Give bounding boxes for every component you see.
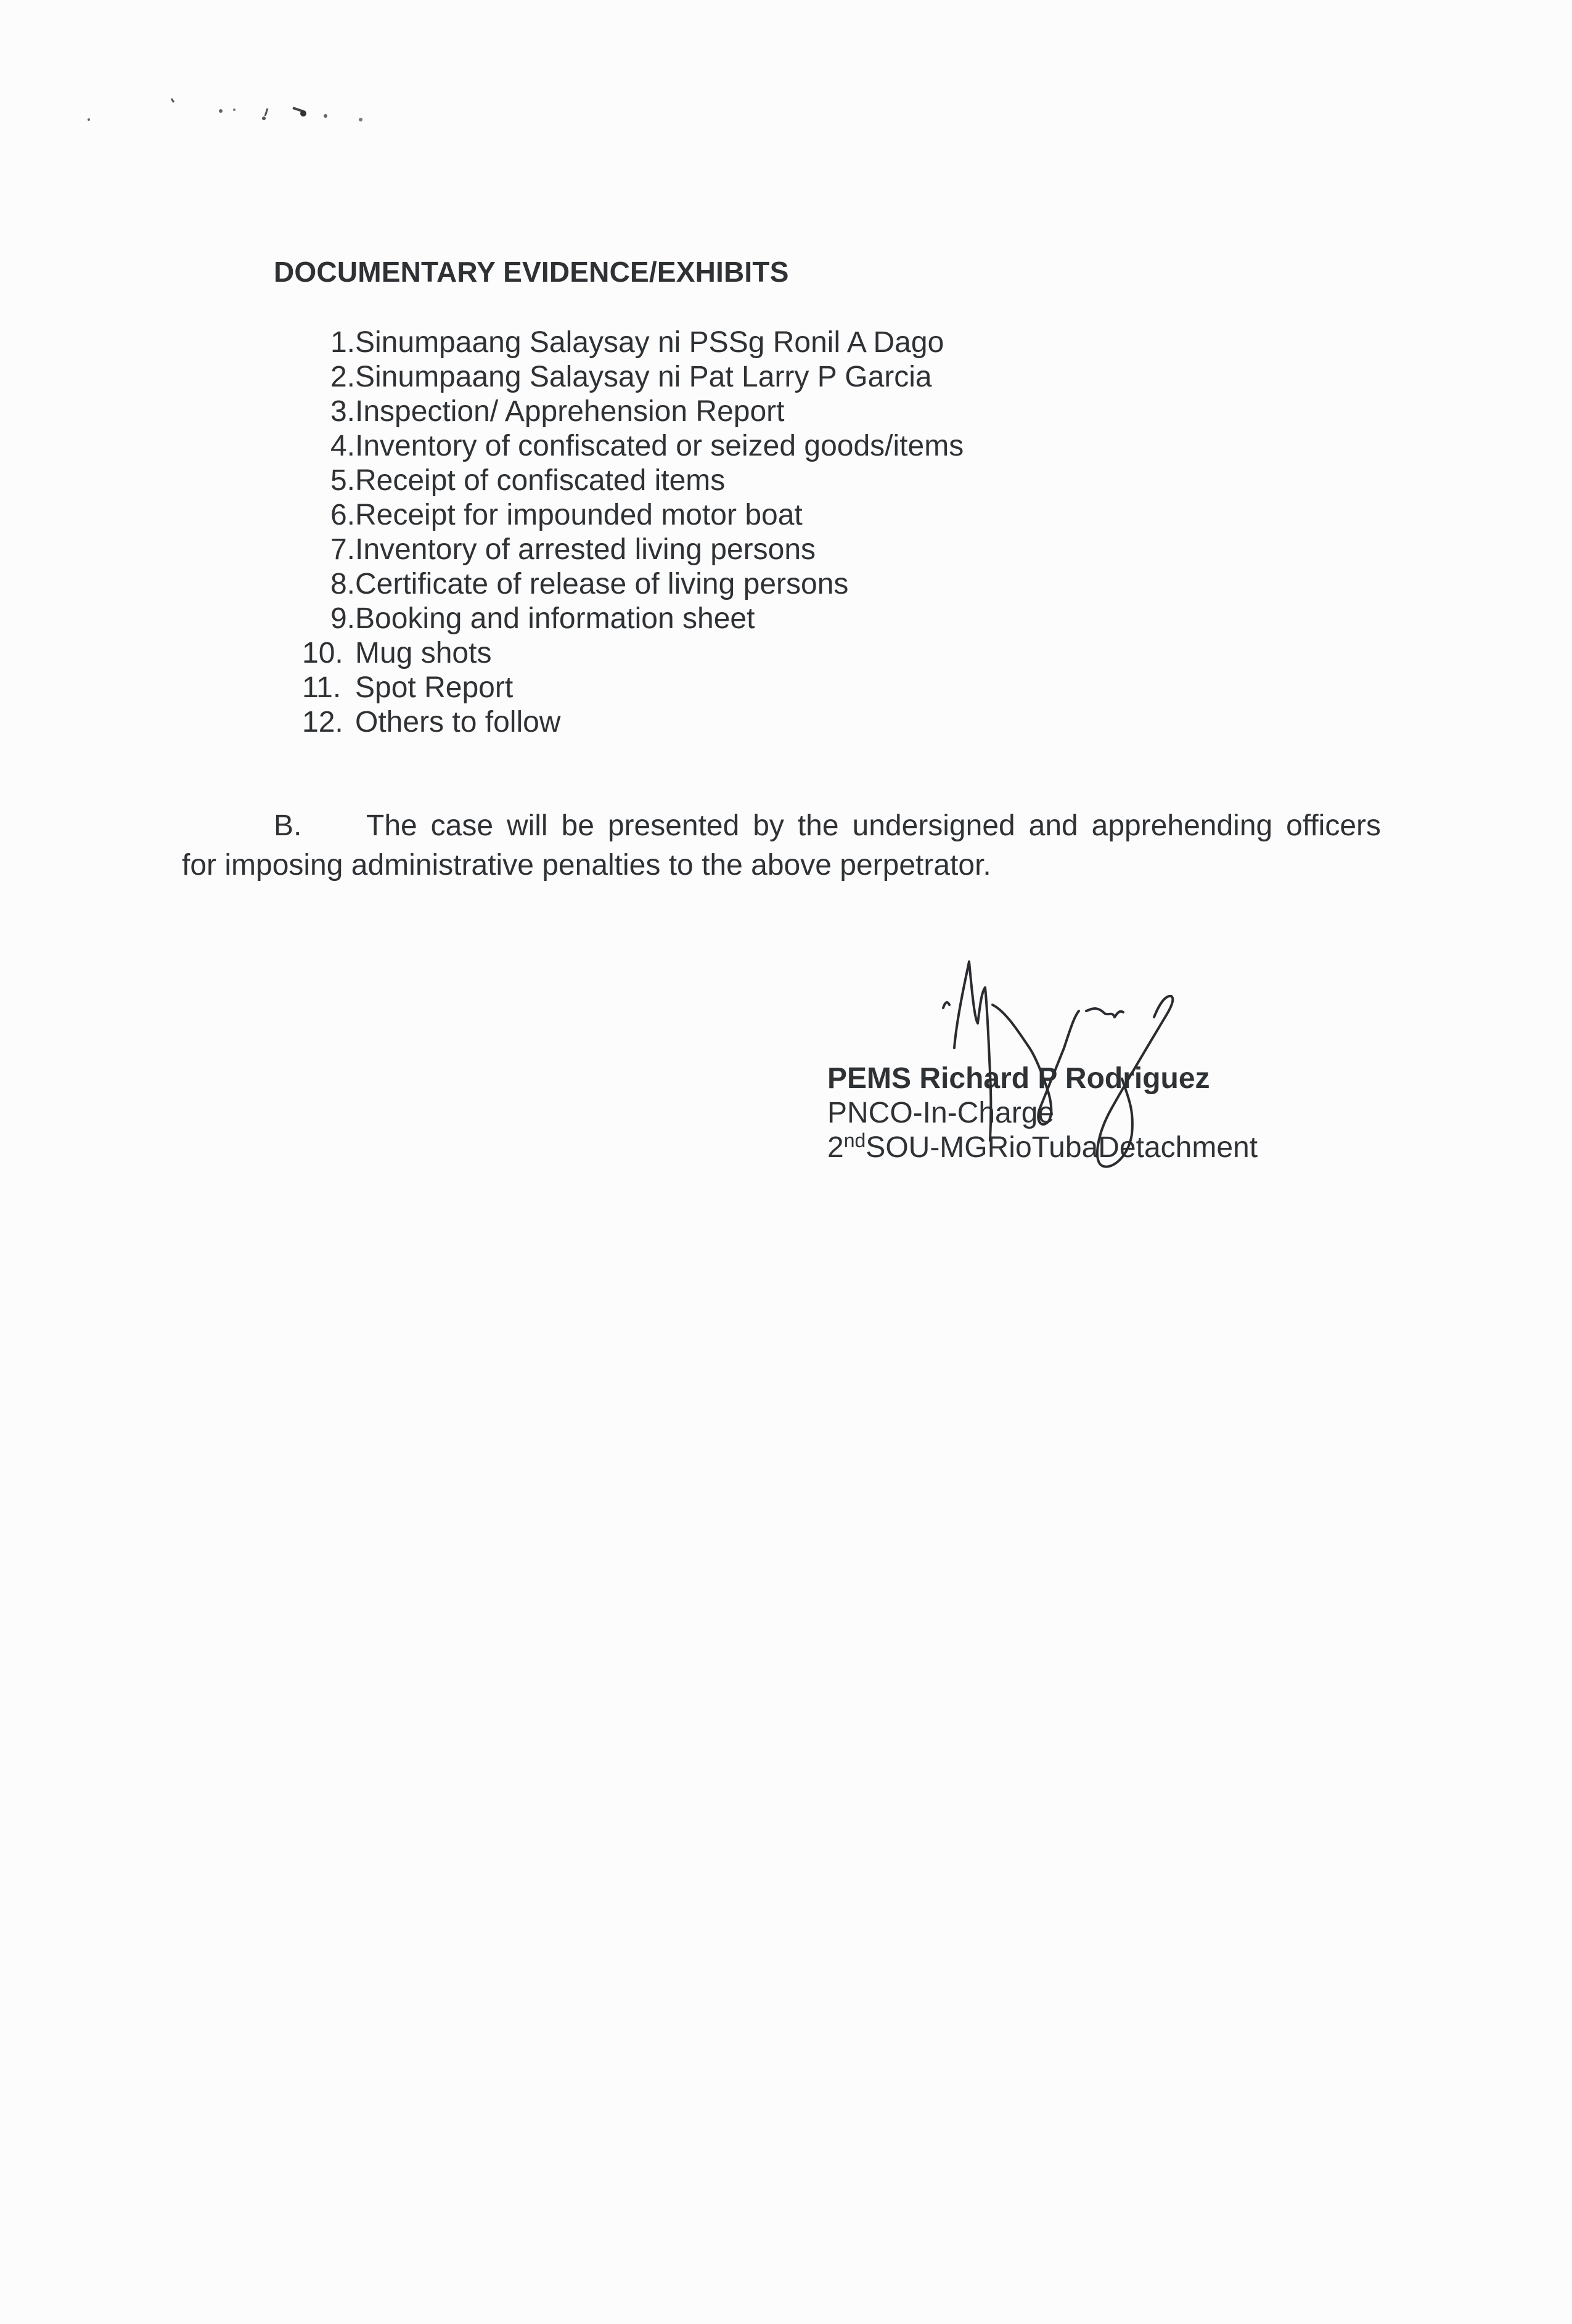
list-item-number: 6. xyxy=(330,499,355,531)
list-item xyxy=(302,671,514,705)
list-item-number: 4. xyxy=(330,430,355,462)
exhibit-list xyxy=(302,325,964,740)
list-item-text: Others to follow xyxy=(355,706,561,739)
list-item-text: Inspection/ Apprehension Report xyxy=(355,395,785,428)
signatory-position: PNCO-In-Charge xyxy=(827,1097,1055,1129)
list-item-number: 8. xyxy=(330,568,355,600)
paragraph-letter: B. xyxy=(274,809,302,842)
list-item-number: 7. xyxy=(330,533,355,566)
list-item-text: Inventory of confiscated or seized goods/items xyxy=(355,430,964,462)
list-item-text: Sinumpaang Salaysay ni Pat Larry P Garcia xyxy=(355,361,932,393)
list-item-text: Sinumpaang Salaysay ni PSSg Ronil A Dago xyxy=(355,326,944,359)
list-item xyxy=(302,602,755,636)
list-item-number: 5. xyxy=(330,464,355,497)
list-item-text: Receipt of confiscated items xyxy=(355,464,726,497)
list-item xyxy=(302,636,492,671)
list-item-number: 9. xyxy=(330,602,355,635)
list-item xyxy=(302,429,964,464)
paragraph-line: The case will be presented by the undersigned and apprehending officers xyxy=(366,809,1381,842)
list-item xyxy=(302,533,816,567)
list-item-text: Mug shots xyxy=(355,637,492,669)
list-item xyxy=(302,498,803,533)
unit-prefix: 2 xyxy=(827,1131,844,1164)
list-item xyxy=(302,325,944,360)
unit-rest: SOU-MGRioTubaDetachment xyxy=(866,1131,1258,1164)
list-item-number: 1. xyxy=(330,326,355,359)
list-item xyxy=(302,705,561,740)
list-item-number: 11. xyxy=(302,671,342,704)
scan-specks xyxy=(80,92,376,129)
signatory-name: PEMS Richard P Rodriguez xyxy=(827,1062,1210,1095)
list-item xyxy=(302,464,726,498)
list-item-text: Certificate of release of living persons xyxy=(355,568,849,600)
unit-superscript: nd xyxy=(843,1129,866,1152)
list-item-number: 10. xyxy=(302,637,343,669)
list-item-number: 3. xyxy=(330,395,355,428)
paragraph-line: for imposing administrative penalties to the above perpetrator. xyxy=(182,849,991,882)
handwritten-signature xyxy=(912,949,1233,1196)
list-item-number: 12. xyxy=(302,706,343,739)
list-item xyxy=(302,360,932,395)
list-item xyxy=(302,395,785,429)
list-item-number: 2. xyxy=(330,361,355,393)
list-item-text: Receipt for impounded motor boat xyxy=(355,499,803,531)
list-item-text: Inventory of arrested living persons xyxy=(355,533,816,566)
list-item-text: Booking and information sheet xyxy=(355,602,755,635)
section-title: DOCUMENTARY EVIDENCE/EXHIBITS xyxy=(274,256,789,288)
list-item-text: Spot Report xyxy=(355,671,514,704)
list-item xyxy=(302,567,849,602)
